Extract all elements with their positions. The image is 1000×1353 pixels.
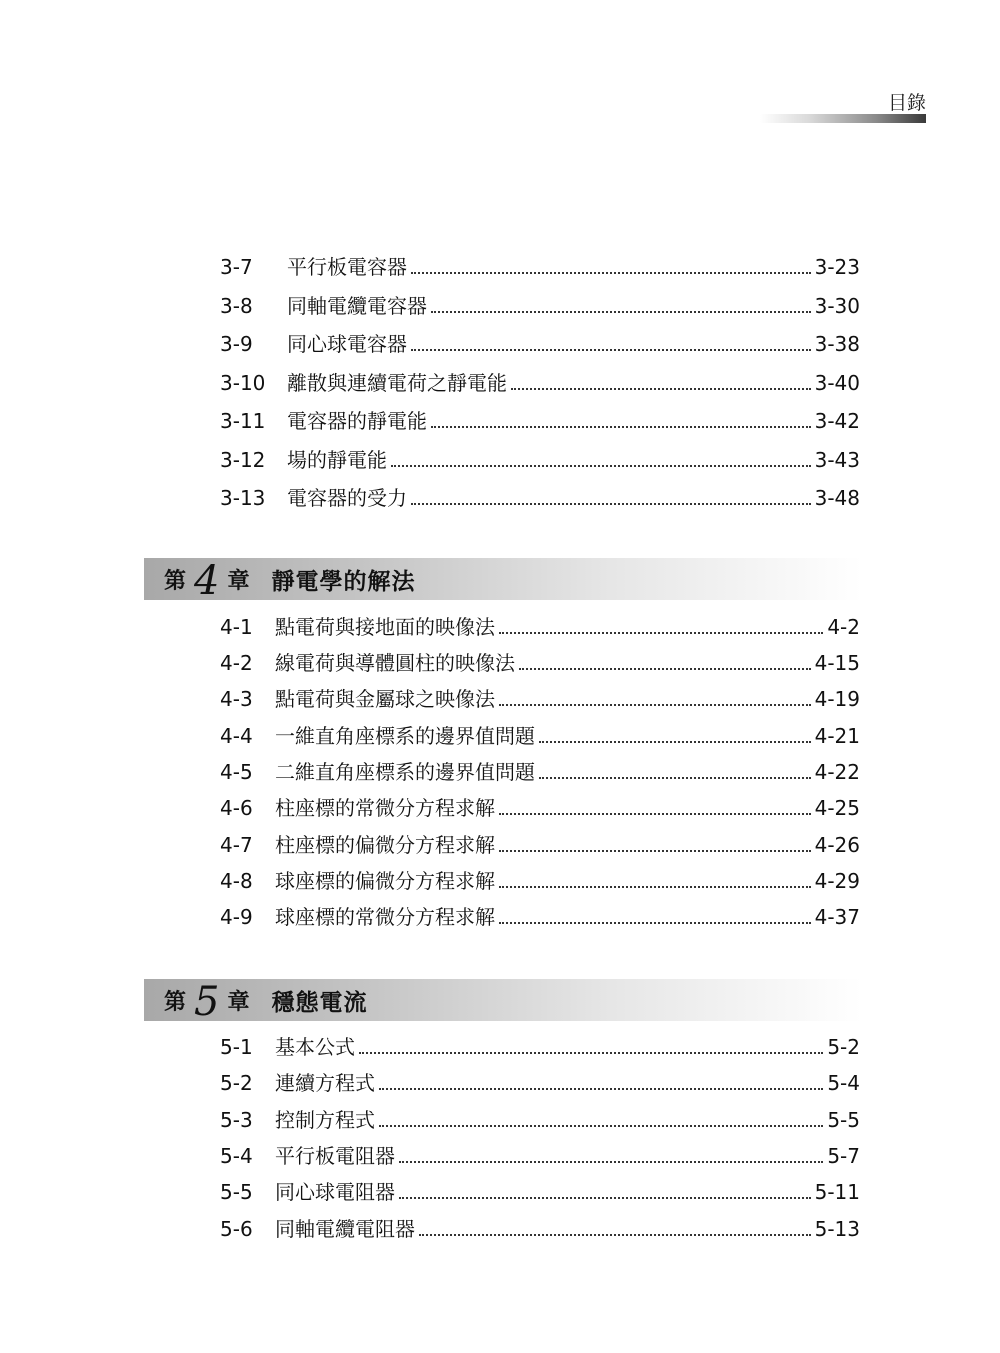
toc-entry-number: 3-9 [220, 332, 253, 356]
toc-entry-title: 控制方程式 [275, 1108, 375, 1132]
toc-leader-dots [499, 811, 811, 815]
header-gradient-bar [760, 114, 926, 123]
toc-leader-dots [379, 1123, 823, 1127]
chapter-suffix: 章 [227, 568, 250, 594]
toc-entry-number: 4-9 [220, 905, 253, 929]
toc-entry-number: 4-2 [220, 651, 253, 675]
toc-entry-page: 3-48 [814, 486, 860, 510]
toc-entry[interactable] [220, 329, 860, 359]
toc-leader-dots [431, 309, 811, 313]
toc-entry-title: 柱座標的偏微分方程求解 [275, 833, 495, 857]
toc-entry[interactable] [220, 1214, 860, 1244]
toc-entry-title: 基本公式 [275, 1035, 355, 1059]
toc-leader-dots [539, 739, 811, 743]
toc-entry-number: 3-10 [220, 371, 266, 395]
toc-entry-number: 4-7 [220, 833, 253, 857]
toc-entry[interactable] [220, 648, 860, 678]
toc-entry-page: 4-37 [814, 905, 860, 929]
toc-leader-dots [391, 463, 811, 467]
chapter-number: 4 [194, 558, 220, 604]
toc-entry-page: 4-19 [814, 687, 860, 711]
toc-entry[interactable] [220, 684, 860, 714]
toc-entry-page: 3-42 [814, 409, 860, 433]
toc-entry-page: 5-2 [827, 1035, 860, 1059]
toc-entry-title: 線電荷與導體圓柱的映像法 [275, 651, 515, 675]
toc-entry-page: 4-2 [827, 615, 860, 639]
toc-entry[interactable] [220, 1032, 860, 1062]
toc-entry-number: 5-2 [220, 1071, 253, 1095]
toc-entry-title: 一維直角座標系的邊界值問題 [275, 724, 535, 748]
toc-entry-page: 5-7 [827, 1144, 860, 1168]
toc-entry-title: 平行板電阻器 [275, 1144, 395, 1168]
toc-entry-page: 3-23 [814, 255, 860, 279]
toc-entry-number: 4-5 [220, 760, 253, 784]
toc-entry[interactable] [220, 252, 860, 282]
toc-entry-title: 場的靜電能 [287, 448, 387, 472]
toc-entry-page: 5-5 [827, 1108, 860, 1132]
toc-entry[interactable] [220, 830, 860, 860]
toc-entry-title: 同心球電阻器 [275, 1180, 395, 1204]
toc-entry[interactable] [220, 1177, 860, 1207]
chapter-suffix: 章 [227, 989, 250, 1015]
toc-entry-number: 5-1 [220, 1035, 253, 1059]
toc-entry-page: 4-21 [814, 724, 860, 748]
chapter-5-header[interactable] [144, 979, 862, 1025]
toc-entry-number: 5-6 [220, 1217, 253, 1241]
toc-entry-page: 5-11 [814, 1180, 860, 1204]
toc-entry-title: 點電荷與接地面的映像法 [275, 615, 495, 639]
toc-entry[interactable] [220, 721, 860, 751]
toc-entry[interactable] [220, 612, 860, 642]
chapter-number: 5 [194, 979, 220, 1025]
toc-leader-dots [411, 270, 811, 274]
toc-entry-number: 3-13 [220, 486, 266, 510]
toc-entry-title: 同軸電纜電阻器 [275, 1217, 415, 1241]
toc-leader-dots [499, 920, 811, 924]
toc-leader-dots [379, 1086, 823, 1090]
toc-entry-page: 5-4 [827, 1071, 860, 1095]
chapter-prefix: 第 [164, 568, 187, 594]
toc-entry-page: 4-26 [814, 833, 860, 857]
toc-entry-title: 電容器的靜電能 [287, 409, 427, 433]
running-header-label: 目錄 [887, 92, 926, 114]
toc-entry-number: 5-5 [220, 1180, 253, 1204]
toc-entry-title: 球座標的偏微分方程求解 [275, 869, 495, 893]
toc-entry-number: 4-3 [220, 687, 253, 711]
toc-leader-dots [419, 1232, 811, 1236]
toc-entry-title: 二維直角座標系的邊界值問題 [275, 760, 535, 784]
toc-leader-dots [499, 848, 811, 852]
toc-entry-number: 4-4 [220, 724, 253, 748]
toc-entry[interactable] [220, 866, 860, 896]
toc-leader-dots [511, 386, 811, 390]
toc-entry[interactable] [220, 1141, 860, 1171]
toc-entry-number: 4-1 [220, 615, 253, 639]
toc-leader-dots [411, 347, 811, 351]
chapter-title: 穩態電流 [271, 989, 368, 1016]
toc-entry-title: 同心球電容器 [287, 332, 407, 356]
toc-entry[interactable] [220, 1068, 860, 1098]
toc-leader-dots [411, 501, 811, 505]
chapter-prefix: 第 [164, 989, 187, 1015]
toc-entry-page: 4-25 [814, 796, 860, 820]
toc-entry-page: 4-29 [814, 869, 860, 893]
toc-leader-dots [499, 702, 811, 706]
toc-entry[interactable] [220, 1105, 860, 1135]
toc-entry[interactable] [220, 291, 860, 321]
toc-entry-title: 同軸電纜電容器 [287, 294, 427, 318]
toc-leader-dots [399, 1159, 823, 1163]
toc-entry[interactable] [220, 406, 860, 436]
toc-entry-number: 4-8 [220, 869, 253, 893]
toc-entry-page: 3-30 [814, 294, 860, 318]
toc-entry[interactable] [220, 757, 860, 787]
chapter-title: 靜電學的解法 [271, 568, 416, 595]
toc-entry-title: 離散與連續電荷之靜電能 [287, 371, 507, 395]
toc-entry-number: 3-11 [220, 409, 266, 433]
toc-entry[interactable] [220, 483, 860, 513]
toc-leader-dots [499, 884, 811, 888]
toc-entry-page: 5-13 [814, 1217, 860, 1241]
toc-entry-page: 3-38 [814, 332, 860, 356]
toc-leader-dots [539, 775, 811, 779]
toc-entry-page: 4-15 [814, 651, 860, 675]
toc-entry-title: 球座標的常微分方程求解 [275, 905, 495, 929]
toc-entry-number: 5-3 [220, 1108, 253, 1132]
toc-entry-number: 5-4 [220, 1144, 253, 1168]
toc-entry-title: 電容器的受力 [287, 486, 407, 510]
toc-entry-number: 4-6 [220, 796, 253, 820]
toc-leader-dots [499, 630, 823, 634]
chapter-4-header[interactable] [144, 558, 862, 604]
toc-entry-title: 平行板電容器 [287, 255, 407, 279]
toc-entry[interactable] [220, 368, 860, 398]
toc-entry-title: 連續方程式 [275, 1071, 375, 1095]
toc-entry-number: 3-8 [220, 294, 253, 318]
toc-entry-page: 4-22 [814, 760, 860, 784]
toc-entry-page: 3-40 [814, 371, 860, 395]
toc-entry-number: 3-12 [220, 448, 266, 472]
toc-leader-dots [399, 1195, 811, 1199]
toc-entry[interactable] [220, 793, 860, 823]
toc-entry-title: 柱座標的常微分方程求解 [275, 796, 495, 820]
toc-entry-number: 3-7 [220, 255, 253, 279]
toc-leader-dots [359, 1050, 823, 1054]
toc-entry-page: 3-43 [814, 448, 860, 472]
toc-entry-title: 點電荷與金屬球之映像法 [275, 687, 495, 711]
toc-entry[interactable] [220, 445, 860, 475]
toc-entry[interactable] [220, 902, 860, 932]
toc-leader-dots [519, 666, 811, 670]
toc-leader-dots [431, 424, 811, 428]
